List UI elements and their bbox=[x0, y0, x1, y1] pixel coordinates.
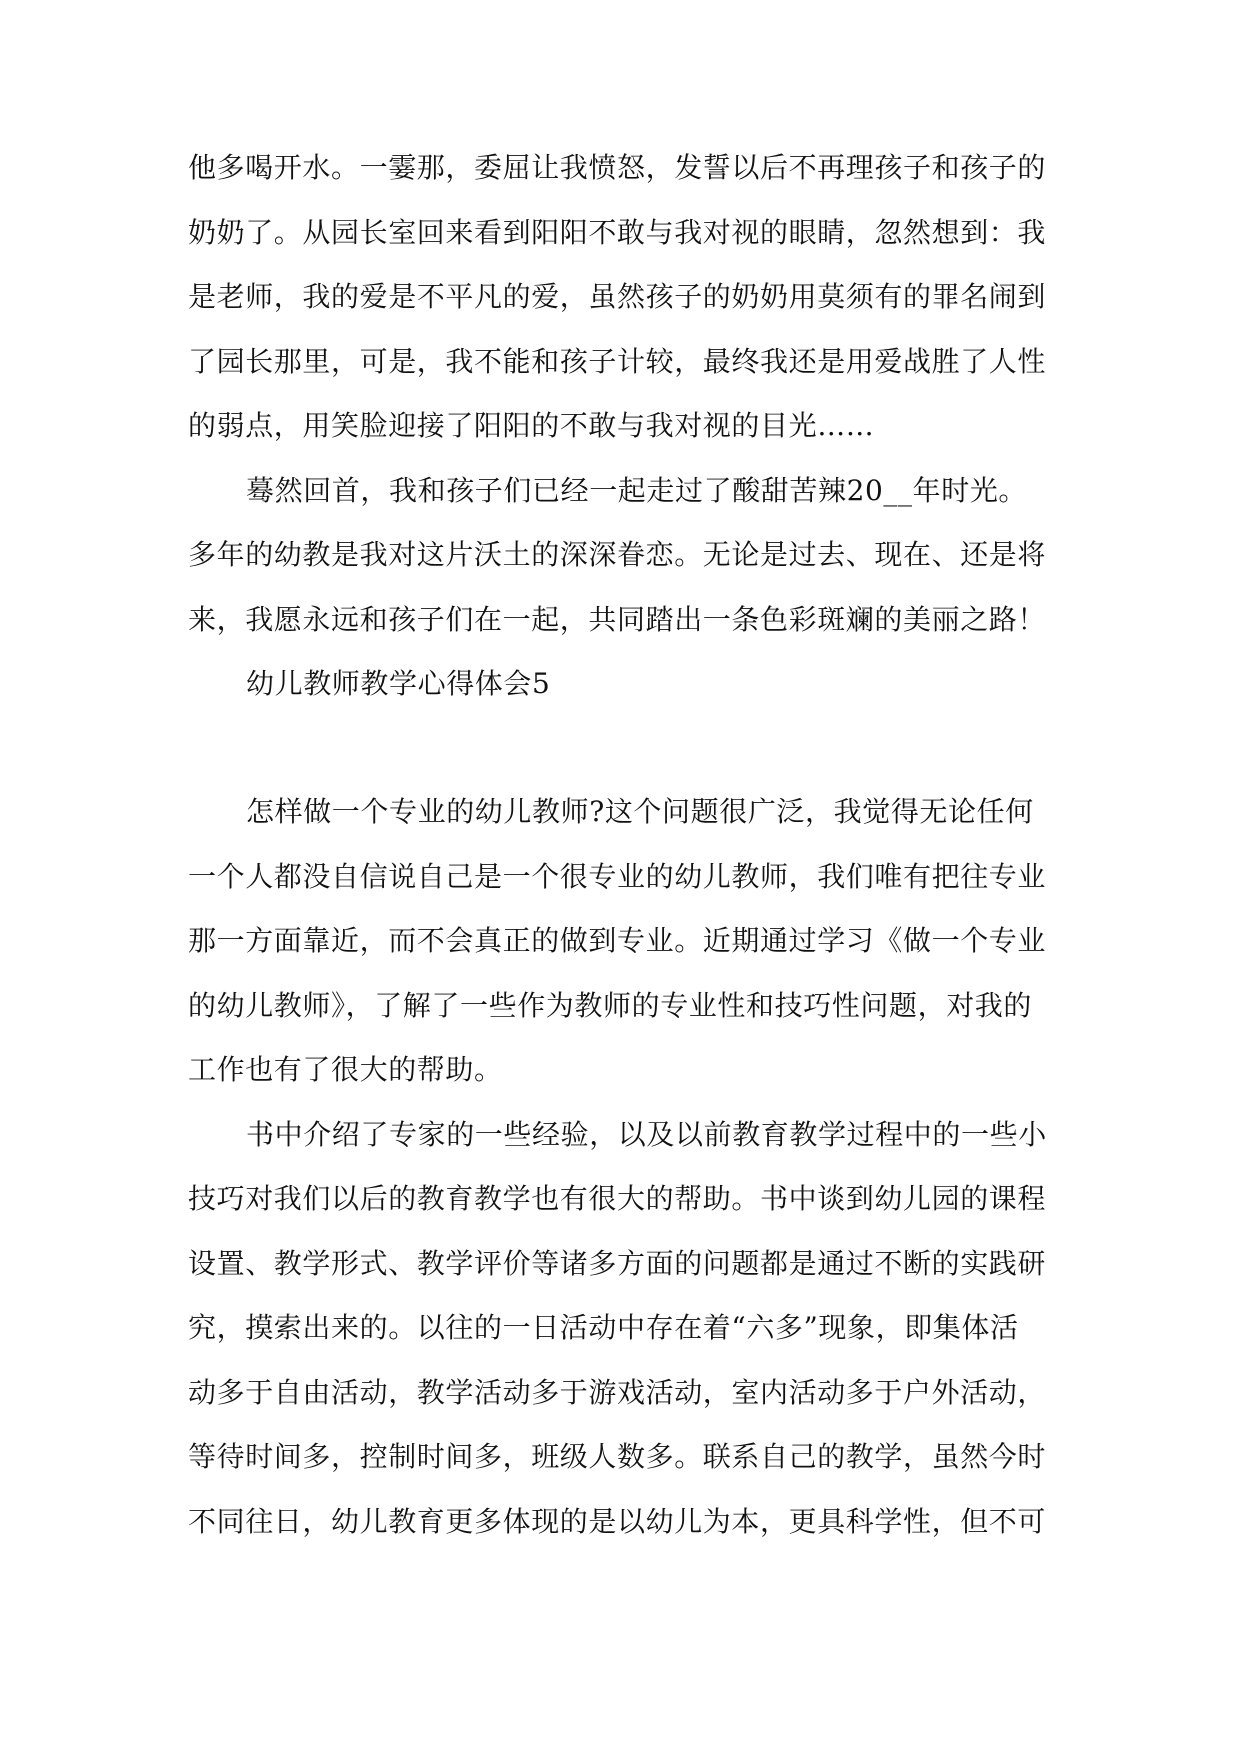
text-line: 的幼儿教师》，了解了一些作为教师的专业性和技巧性问题，对我的 bbox=[188, 988, 1033, 1022]
text-line: 技巧对我们以后的教育教学也有很大的帮助。书中谈到幼儿园的课程 bbox=[188, 1182, 1047, 1215]
text-line: 的弱点，用笑脸迎接了阳阳的不敢与我对视的目光…… bbox=[188, 409, 875, 442]
text-line: 不同往日，幼儿教育更多体现的是以幼儿为本，更具科学性，但不可 bbox=[188, 1504, 1047, 1538]
paragraph-start-line: 书中介绍了专家的一些经验，以及以前教育教学过程中的一些小 bbox=[246, 1117, 1047, 1151]
paragraph-start-line: 怎样做一个专业的幼儿教师?这个问题很广泛，我觉得无论任何 bbox=[246, 795, 1034, 828]
text-line: 奶奶了。从园长室回来看到阳阳不敢与我对视的眼睛，忽然想到：我 bbox=[188, 215, 1047, 249]
text-line: 了园长那里，可是，我不能和孩子计较，最终我还是用爱战胜了人性 bbox=[188, 344, 1047, 378]
text-line: 设置、教学形式、教学评价等诸多方面的问题都是通过不断的实践研 bbox=[188, 1246, 1047, 1280]
text-line: 究，摸索出来的。以往的一日活动中存在着“六多”现象，即集体活 bbox=[188, 1311, 1019, 1344]
text-line: 多年的幼教是我对这片沃土的深深眷恋。无论是过去、现在、还是将 bbox=[188, 538, 1047, 571]
text-line: 来，我愿永远和孩子们在一起，共同踏出一条色彩斑斓的美丽之路！ bbox=[188, 602, 1047, 636]
text-line: 他多喝开水。一霎那，委屈让我愤怒，发誓以后不再理孩子和孩子的 bbox=[188, 151, 1047, 184]
text-line: 一个人都没自信说自己是一个很专业的幼儿教师，我们唯有把往专业 bbox=[188, 859, 1047, 893]
text-line: 动多于自由活动，教学活动多于游戏活动，室内活动多于户外活动， bbox=[188, 1375, 1047, 1409]
text-block-upper bbox=[188, 136, 1054, 717]
text-block-lower bbox=[188, 780, 1054, 1554]
section-heading: 幼儿教师教学心得体会5 bbox=[246, 667, 551, 700]
text-line: 是老师，我的爱是不平凡的爱，虽然孩子的奶奶用莫须有的罪名闹到 bbox=[188, 280, 1047, 313]
paragraph-start-line: 蓦然回首，我和孩子们已经一起走过了酸甜苦辣20__年时光。 bbox=[246, 473, 1028, 507]
text-line: 等待时间多，控制时间多，班级人数多。联系自己的教学，虽然今时 bbox=[188, 1440, 1047, 1473]
text-line: 那一方面靠近，而不会真正的做到专业。近期通过学习《做一个专业 bbox=[188, 924, 1047, 957]
text-line: 工作也有了很大的帮助。 bbox=[188, 1053, 503, 1086]
